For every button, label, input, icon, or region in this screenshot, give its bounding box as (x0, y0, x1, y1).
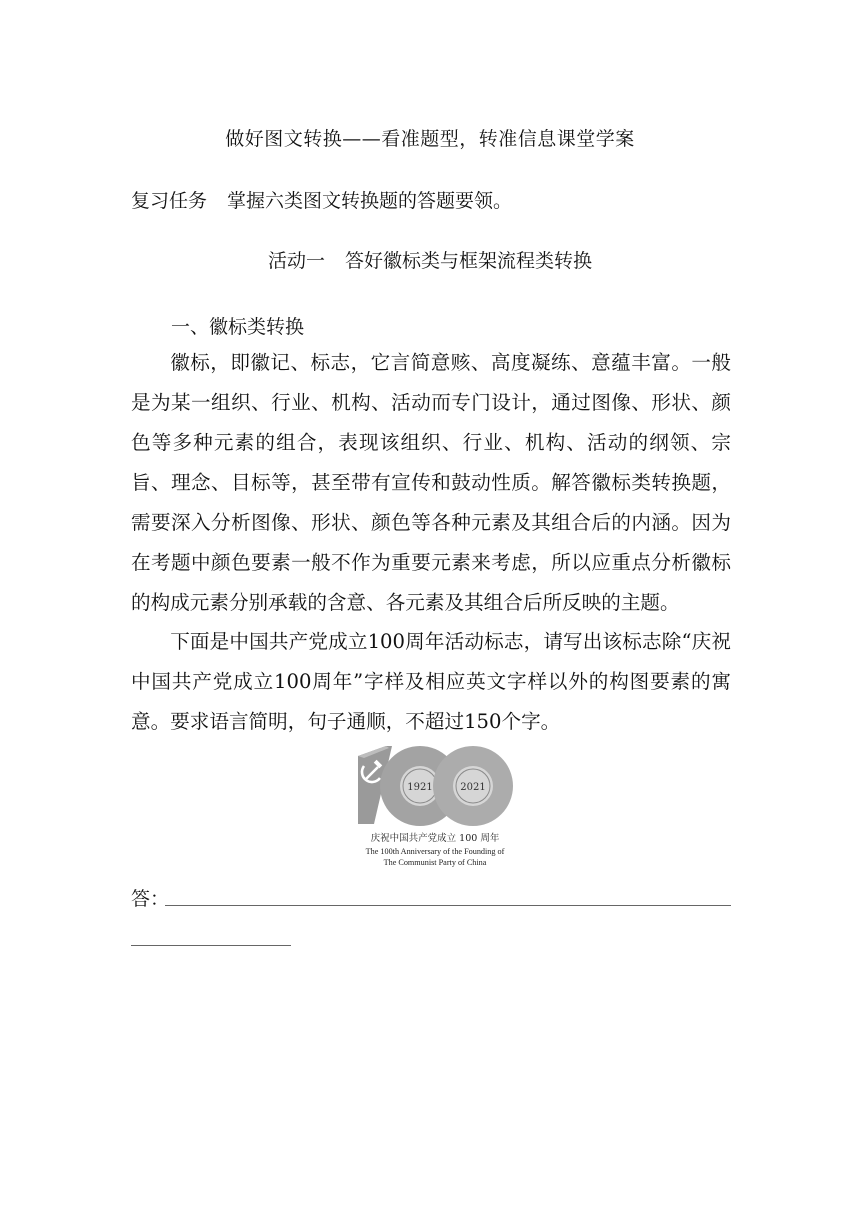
centenary-logo (352, 742, 518, 870)
logo-caption-cn: 庆祝中国共产党成立 100 周年 (370, 833, 500, 844)
answer-label: 答： (131, 888, 170, 910)
answer-line-1[interactable] (165, 905, 731, 906)
activity-text: 答好徽标类与框架流程类转换 (345, 250, 593, 272)
answer-line-2[interactable] (131, 945, 291, 946)
activity-heading (0, 246, 860, 273)
review-task-label: 复习任务 (131, 190, 208, 212)
logo-year-start: 1921 (407, 782, 433, 793)
review-task (131, 186, 512, 213)
logo-caption-en-1: The 100th Anniversary of the Founding of (365, 847, 505, 856)
logo-year-end: 2021 (460, 782, 486, 793)
activity-label: 活动一 (267, 250, 325, 272)
paragraph-question: 下面是中国共产党成立100周年活动标志，请写出该标志除“庆祝中国共产党成立100周年”字样及相应英文字样以外的构图要素的寓意。要求语言简明，句子通顺，不超过150个字。 (131, 630, 731, 733)
review-task-text: 掌握六类图文转换题的答题要领。 (227, 190, 513, 212)
logo-caption-en-2: The Communist Party of China (383, 858, 487, 867)
paragraph-intro: 徽标，即徽记、标志，它言简意赅、高度凝练、意蕴丰富。一般是为某一组织、行业、机构、活动而专门设计，通过图像、形状、颜色等多种元素的组合，表现该组织、行业、机构、活动的纲领、宗旨、理念、目标等，甚至带有宣传和鼓动性质。解答徽标类转换题，需要深入分析图像、形状、颜色等各种元素及其组合后的内涵。因为在考题中颜色要素一般不作为重要元素来考虑，所以应重点分析徽标的构成元素分别承载的含意、各元素及其组合后所反映的主题。 (131, 351, 731, 614)
section-heading: 一、徽标类转换 (171, 316, 305, 338)
document-title: 做好图文转换——看准题型，转准信息课堂学案 (225, 128, 635, 150)
